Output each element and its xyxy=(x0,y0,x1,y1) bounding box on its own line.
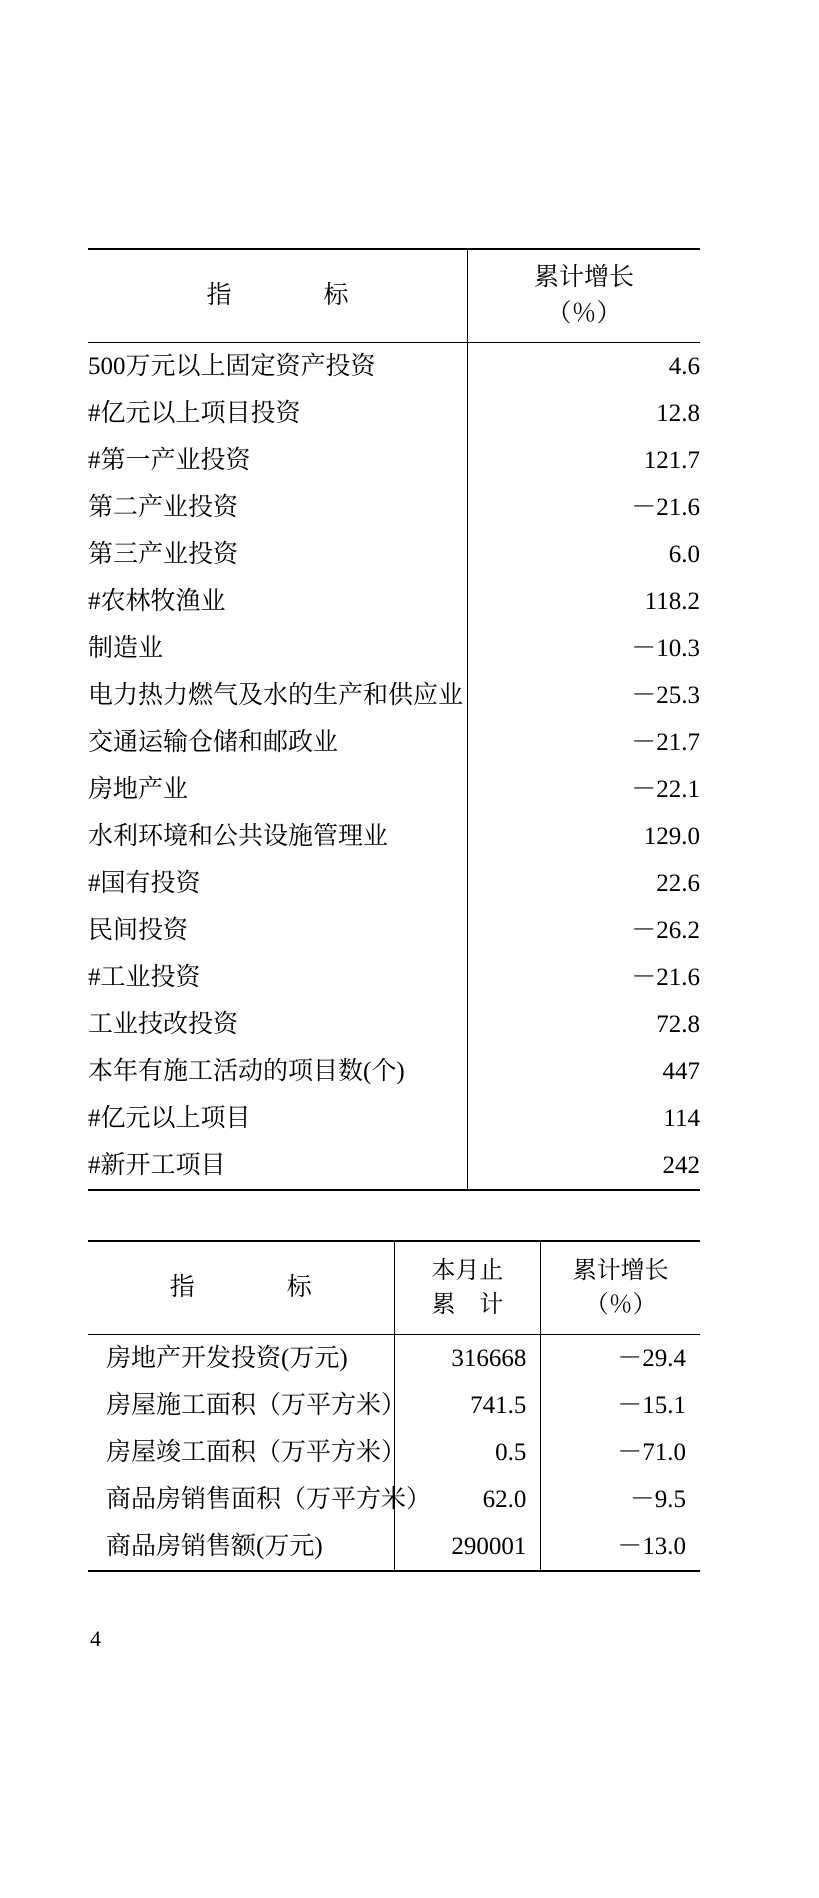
row-value: 447 xyxy=(467,1048,700,1095)
table-row xyxy=(88,1335,700,1383)
row-value: 242 xyxy=(467,1142,700,1190)
row-label: 500万元以上固定资产投资 xyxy=(88,343,467,391)
table-row xyxy=(88,390,700,437)
investment-statistics-table xyxy=(88,248,700,1191)
row-value: －21.6 xyxy=(467,954,700,1001)
row-growth: －13.0 xyxy=(541,1523,700,1571)
table-2 xyxy=(88,1240,700,1572)
row-value: 12.8 xyxy=(467,390,700,437)
row-label: #农林牧渔业 xyxy=(88,588,226,615)
row-value: －26.2 xyxy=(467,907,700,954)
header-growth-line1: 累计增长 xyxy=(572,1257,669,1284)
row-label: 本年有施工活动的项目数(个) xyxy=(88,1058,405,1085)
row-label: #亿元以上项目 xyxy=(88,1105,251,1132)
table-row xyxy=(88,343,700,391)
row-growth: －15.1 xyxy=(541,1382,700,1429)
header-indicator-label: 指 标 xyxy=(206,282,363,310)
header-growth-line2: （％） xyxy=(584,1292,657,1318)
row-label: 第二产业投资 xyxy=(88,494,239,521)
row-label: 电力热力燃气及水的生产和供应业 xyxy=(88,682,464,709)
table-row xyxy=(88,1382,700,1429)
real-estate-statistics-table xyxy=(88,1240,700,1572)
row-value: 72.8 xyxy=(467,1001,700,1048)
table-row xyxy=(88,954,700,1001)
row-value: 4.6 xyxy=(467,343,700,391)
row-cumulative: 316668 xyxy=(394,1335,541,1383)
table-row xyxy=(88,1142,700,1190)
row-label: 工业技改投资 xyxy=(88,1011,239,1038)
header-cumulative-line1: 本月止 xyxy=(431,1257,504,1284)
row-label: #国有投资 xyxy=(88,870,201,897)
row-label: 房屋竣工面积（万平方米） xyxy=(106,1439,407,1466)
table-row xyxy=(88,1523,700,1571)
table-row xyxy=(88,625,700,672)
row-value: 129.0 xyxy=(467,813,700,860)
row-value: 22.6 xyxy=(467,860,700,907)
row-label: 交通运输仓储和邮政业 xyxy=(88,729,339,756)
table-row xyxy=(88,1095,700,1142)
header-cell-cumulative xyxy=(394,1241,541,1335)
row-value: 118.2 xyxy=(467,578,700,625)
table-row xyxy=(88,1048,700,1095)
table-row xyxy=(88,766,700,813)
table-row xyxy=(88,719,700,766)
row-label: 房屋施工面积（万平方米） xyxy=(106,1392,407,1419)
row-value: 114 xyxy=(467,1095,700,1142)
table-row xyxy=(88,907,700,954)
table-row xyxy=(88,484,700,531)
header-cell-indicator xyxy=(88,1241,394,1335)
row-cumulative: 62.0 xyxy=(394,1476,541,1523)
row-value: 6.0 xyxy=(467,531,700,578)
table-row xyxy=(88,672,700,719)
row-label: #亿元以上项目投资 xyxy=(88,400,301,427)
header-cumulative-line2: 累 计 xyxy=(431,1292,504,1318)
row-value: －25.3 xyxy=(467,672,700,719)
table-row xyxy=(88,437,700,484)
row-label: 商品房销售面积（万平方米） xyxy=(106,1486,432,1513)
row-value: －21.7 xyxy=(467,719,700,766)
header-cell-indicator xyxy=(88,249,467,343)
row-cumulative: 0.5 xyxy=(394,1429,541,1476)
table-row xyxy=(88,1476,700,1523)
page-number: 4 xyxy=(90,1626,101,1651)
table-row xyxy=(88,1429,700,1476)
row-growth: －9.5 xyxy=(541,1476,700,1523)
header-indicator-label: 指 标 xyxy=(169,1274,326,1302)
table-row xyxy=(88,1001,700,1048)
row-cumulative: 741.5 xyxy=(394,1382,541,1429)
header-growth-line1: 累计增长 xyxy=(533,263,634,291)
row-growth: －71.0 xyxy=(541,1429,700,1476)
row-value: －10.3 xyxy=(467,625,700,672)
table-row xyxy=(88,578,700,625)
row-value: －22.1 xyxy=(467,766,700,813)
header-cell-growth xyxy=(467,249,700,343)
row-label: 民间投资 xyxy=(88,917,189,944)
row-value: 121.7 xyxy=(467,437,700,484)
row-label: #新开工项目 xyxy=(88,1142,467,1190)
table-1-header-row xyxy=(88,249,700,343)
table-row xyxy=(88,813,700,860)
table-1 xyxy=(88,248,700,1191)
row-label: 第三产业投资 xyxy=(88,541,239,568)
table-row xyxy=(88,531,700,578)
row-label: #第一产业投资 xyxy=(88,447,251,474)
header-cell-growth xyxy=(541,1241,700,1335)
row-label: 房地产业 xyxy=(88,776,189,803)
row-label: 水利环境和公共设施管理业 xyxy=(88,823,389,850)
row-cumulative: 290001 xyxy=(394,1523,541,1571)
table-2-header-row xyxy=(88,1241,700,1335)
header-growth-line2: （％） xyxy=(546,300,622,327)
row-label: #工业投资 xyxy=(88,964,201,991)
row-label: 制造业 xyxy=(88,635,164,662)
row-value: －21.6 xyxy=(467,484,700,531)
row-label: 房地产开发投资(万元) xyxy=(88,1335,394,1383)
row-label: 商品房销售额(万元) xyxy=(88,1523,394,1571)
table-row xyxy=(88,860,700,907)
row-growth: －29.4 xyxy=(541,1335,700,1383)
